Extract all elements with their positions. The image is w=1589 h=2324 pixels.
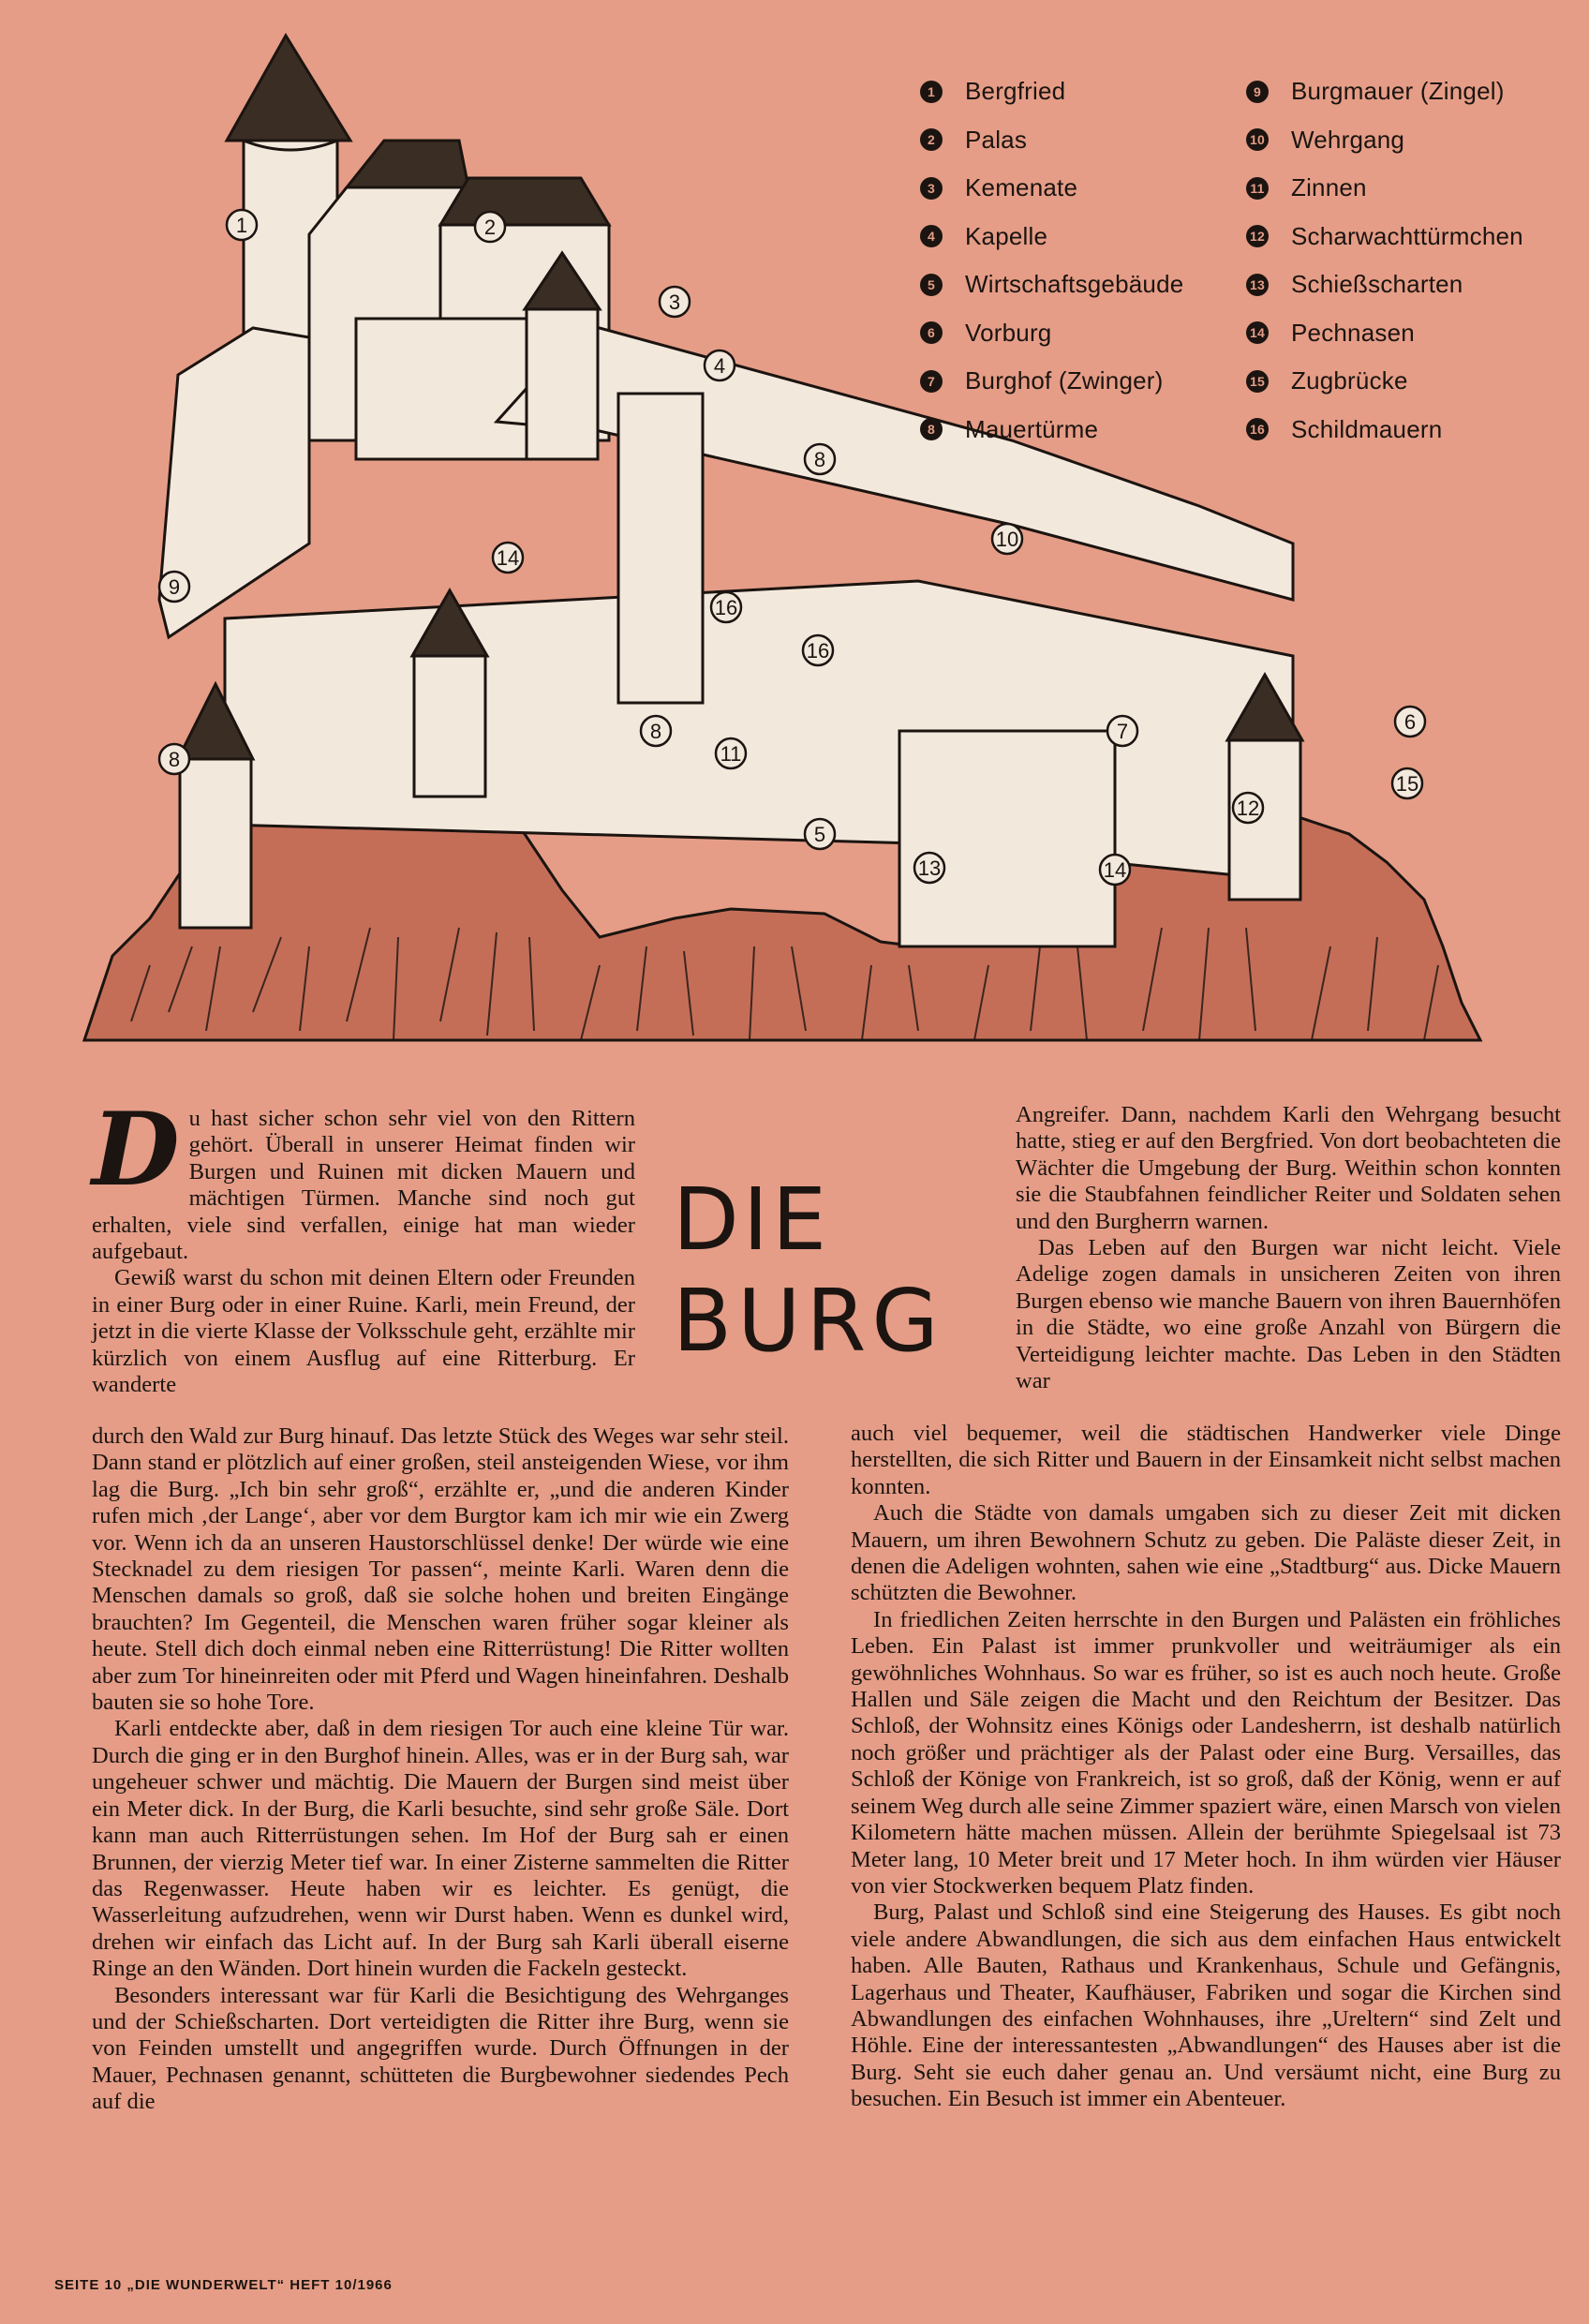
paragraph: u hast sicher schon sehr viel von den Rittern gehört. Überall in unserer Heimat finden wir Burgen und Ruinen mit dicken Mauern und mächtigen Türmen. Manche sind noch gut erhalten, viele sind verfallen, einige hat man wieder aufgebaut. <box>92 1106 635 1265</box>
legend-item <box>1246 357 1565 406</box>
svg-text:16: 16 <box>714 596 738 619</box>
svg-text:14: 14 <box>1103 858 1127 882</box>
paragraph: Besonders interessant war für Karli die Besichtigung des Wehrganges und der Schießscharten. Dort verteidigten die Ritter ihre Burg, wenn sie von Feinden umstellt und angegriffen wurde. Durch Öffnungen in der Mauer, Pechnasen genannt, schütteten die Burgbewohner siedendes Pech auf die <box>92 1982 789 2115</box>
callout-3 <box>660 287 690 317</box>
legend-item <box>1246 164 1565 213</box>
paragraph: Gewiß warst du schon mit deinen Eltern oder Freunden in einer Burg oder in einer Ruine. Karli, mein Freund, der jetzt in die vierte Klasse der Volksschule geht, erzählte mir kürzlich von einem Ausflug auf eine Ritterburg. Er wanderte <box>92 1265 635 1398</box>
callout-16a <box>711 592 741 622</box>
svg-text:6: 6 <box>1403 710 1417 734</box>
callout-9 <box>159 572 189 602</box>
svg-text:11: 11 <box>720 742 742 766</box>
title-line-2: BURG <box>673 1271 944 1371</box>
paragraph: Karli entdeckte aber, daß in dem riesigen Tor auch eine kleine Tür war. Durch die ging er in den Burghof hinein. Alles, was er in der Burg sah, war ungeheuer schwer und mächtig. Die Mauern der Burgen sind meist über ein Meter dick. In der Burg, die Karli besuchte, sind sehr große Säle. Dort kann man auch Ritterrüstungen sehen. Im Hof der Burg sah er einen Brunnen, der vierzig Meter tief war. In einer Zisterne sammelten die Ritter das Regenwasser. Heute haben wir es leichter. Es genügt, die Wasserleitung aufzudrehen, wenn wir Durst haben. Wenn es dunkel wird, drehen wir einfach das Licht auf. In der Burg sah Karli überall eiserne Ringe an den Wänden. Dort hinein wurden die Fackeln gesteckt. <box>92 1716 789 1982</box>
svg-text:9: 9 <box>168 575 181 599</box>
article-column-right-top <box>1016 1102 1561 1394</box>
paragraph: Auch die Städte von damals umgaben sich zu dieser Zeit mit dicken Mauern, um ihren Bewohnern Schutz zu geben. Die Paläste dieser Zeit, in denen die Adeligen wohnten, sahen wie eine „Stadtburg“ aus. Dicke Mauern schützten die Bewohner. <box>851 1500 1561 1606</box>
legend-number: 3 <box>920 177 943 200</box>
legend-number: 4 <box>920 225 943 247</box>
paragraph: Angreifer. Dann, nachdem Karli den Wehrgang besucht hatte, stieg er auf den Bergfried. Von dort beobachteten die Wächter die Umgebung der Burg. Weithin schon konnten sie die Staubfahnen feindlicher Reiter und Soldaten sehen und den Burgherrn warnen. <box>1016 1102 1561 1234</box>
svg-text:8: 8 <box>168 748 181 771</box>
legend-item <box>920 213 1239 261</box>
legend-number: 2 <box>920 128 943 151</box>
legend-label: Palas <box>965 125 1028 154</box>
svg-text:1: 1 <box>235 214 248 237</box>
callout-7 <box>1107 716 1137 746</box>
paragraph: durch den Wald zur Burg hinauf. Das letzte Stück des Weges war sehr steil. Dann stand er plötzlich auf einer großen, steil ansteigenden Wiese, vor ihm lag die Burg. „Ich bin sehr groß“, erzählte er, „und die anderen Kinder rufen mich ‚der Lange‘, aber vor dem Burgtor kam ich mir wie ein Zwerg vor. Wenn ich da an unseren Haustorschlüssel denke! Der würde wie eine Stecknadel zu dem riesigen Tor passen“, meinte Karli. Waren denn die Menschen damals so groß, daß sie solche hohen und breiten Eingänge brauchten? Im Gegenteil, die Menschen waren früher sogar kleiner als heute. Stell dich doch einmal neben eine Ritterrüstung! Die Ritter wollten aber zum Tor hineinreiten oder mit Pferd und Wagen hineinfahren. Deshalb bauten sie so hohe Tore. <box>92 1423 789 1716</box>
legend-item <box>1246 213 1565 261</box>
legend-item <box>920 309 1239 358</box>
legend-number: 11 <box>1246 177 1269 200</box>
legend-item <box>1246 67 1565 116</box>
svg-text:15: 15 <box>1395 772 1419 796</box>
legend-item <box>920 406 1239 454</box>
svg-text:4: 4 <box>713 354 726 378</box>
legend-label: Mauertürme <box>965 414 1099 443</box>
legend-label: Kemenate <box>965 173 1078 202</box>
callout-8b <box>159 744 189 774</box>
legend-label: Burghof (Zwinger) <box>965 366 1164 395</box>
paragraph: Das Leben auf den Burgen war nicht leicht. Viele Adelige zogen damals in unsicheren Zeiten von ihren Burgen ebenso wie manche Bauern von ihren Bauernhöfen in die Städte, wo eine große Anzahl von Bürgern die Verteidigung leichter machte. Das Leben in den Städten war <box>1016 1235 1561 1394</box>
legend-number: 1 <box>920 81 943 103</box>
callout-12 <box>1233 793 1263 823</box>
legend-label: Burgmauer (Zingel) <box>1291 77 1505 106</box>
callout-16b <box>803 635 833 665</box>
article-column-left-bottom <box>92 1423 789 2116</box>
callout-2 <box>475 212 505 242</box>
svg-text:10: 10 <box>995 528 1019 551</box>
page-footer: SEITE 10 „DIE WUNDERWELT“ HEFT 10/1966 <box>54 2277 393 2293</box>
legend-number: 15 <box>1246 370 1269 393</box>
article-column-left-top <box>92 1091 635 1398</box>
svg-text:12: 12 <box>1236 797 1260 820</box>
legend-number: 7 <box>920 370 943 393</box>
legend-item <box>920 67 1239 116</box>
svg-text:14: 14 <box>496 546 520 570</box>
paragraph: In friedlichen Zeiten herrschte in den Burgen und Palästen ein fröhliches Leben. Ein Palast ist immer prunkvoller und weiträumiger als ein gewöhnliches Wohnhaus. So war es früher, so ist es auch noch heute. Große Hallen und Säle zeigen die Macht und den Reichtum der Besitzer. Das Schloß, der Wohnsitz eines Königs oder Landesherrn, ist deshalb natürlich noch größer und prächtiger als der Palast oder eine Burg. Versailles, das Schloß der Könige von Frankreich, ist so groß, daß der König, wenn er auf seinem Weg durch alle seine Zimmer spaziert wäre, einen Marsch von vielen Kilometern hätte machen müssen. Allein der berühmte Spiegelsaal ist 73 Meter lang, 10 Meter breit und 17 Meter hoch. In ihm würden vier Häuser von vier Stockwerken bequem Platz finden. <box>851 1606 1561 1899</box>
callout-11 <box>716 738 746 768</box>
legend-label: Schießscharten <box>1291 270 1463 299</box>
svg-text:2: 2 <box>483 216 497 239</box>
callout-8c <box>641 716 671 746</box>
legend-number: 10 <box>1246 128 1269 151</box>
legend-item <box>1246 309 1565 358</box>
legend-label: Scharwachttürmchen <box>1291 221 1523 250</box>
legend-item <box>1246 261 1565 309</box>
legend-label: Wirtschaftsgebäude <box>965 270 1184 299</box>
svg-text:8: 8 <box>813 448 826 471</box>
legend-column-2 <box>1246 67 1565 454</box>
legend-number: 5 <box>920 274 943 296</box>
legend-item <box>920 164 1239 213</box>
legend-number: 13 <box>1246 274 1269 296</box>
legend-label: Vorburg <box>965 318 1052 347</box>
legend-item <box>920 261 1239 309</box>
legend-label: Zugbrücke <box>1291 366 1408 395</box>
callout-5 <box>805 819 835 849</box>
legend-label: Kapelle <box>965 221 1048 250</box>
callout-10 <box>992 524 1022 554</box>
legend-item <box>1246 116 1565 165</box>
legend-item <box>920 357 1239 406</box>
callout-8a <box>805 444 835 474</box>
legend-item <box>920 116 1239 165</box>
legend-label: Schildmauern <box>1291 414 1443 443</box>
legend-number: 16 <box>1246 418 1269 440</box>
legend-number: 14 <box>1246 321 1269 344</box>
svg-text:7: 7 <box>1116 720 1129 743</box>
legend-number: 12 <box>1246 225 1269 247</box>
paragraph: Burg, Palast und Schloß sind eine Steigerung des Hauses. Es gibt noch viele andere Abwandlungen, die sich aus dem einfachen Haus entwickelt haben. Alle Bauten, Rathaus und Krankenhaus, Schule und Gefängnis, Lagerhaus und Theater, Kaufhäuser, Fabriken und sogar die Kirchen sind Abwandlungen des einfachen Wohnhauses, ihre „Ureltern“ sind Zelt und Höhle. Eine der interessantesten „Abwandlungen“ des Hauses aber ist die Burg. Seht sie euch daher genau an. Und versäumt nicht, eine Burg zu besuchen. Ein Besuch ist immer ein Abenteuer. <box>851 1899 1561 2112</box>
page-title <box>673 1169 991 1372</box>
legend-label: Zinnen <box>1291 173 1367 202</box>
callout-1 <box>227 210 257 240</box>
article-column-right-bottom <box>851 1421 1561 2113</box>
legend-label: Bergfried <box>965 77 1066 106</box>
svg-text:16: 16 <box>806 639 830 663</box>
callout-13 <box>914 853 944 883</box>
callout-14b <box>1100 855 1130 885</box>
callout-15 <box>1392 768 1422 798</box>
callout-6 <box>1395 707 1425 737</box>
legend-number: 8 <box>920 418 943 440</box>
legend-number: 6 <box>920 321 943 344</box>
title-line-1: DIE <box>673 1169 831 1270</box>
paragraph: auch viel bequemer, weil die städtischen Handwerker viele Dinge herstellten, die sich Ritter und Bauern in der Einsamkeit nicht selbst machen konnten. <box>851 1421 1561 1499</box>
svg-text:5: 5 <box>813 823 826 846</box>
legend-column-1 <box>920 67 1239 454</box>
callout-14a <box>493 543 523 573</box>
legend-label: Pechnasen <box>1291 318 1415 347</box>
legend-item <box>1246 406 1565 454</box>
svg-text:13: 13 <box>917 857 942 880</box>
legend <box>920 67 1567 452</box>
svg-text:3: 3 <box>668 290 681 314</box>
legend-label: Wehrgang <box>1291 125 1405 154</box>
callout-4 <box>705 350 735 380</box>
legend-number: 9 <box>1246 81 1269 103</box>
svg-text:8: 8 <box>649 720 662 743</box>
drop-cap: D <box>92 1091 180 1209</box>
